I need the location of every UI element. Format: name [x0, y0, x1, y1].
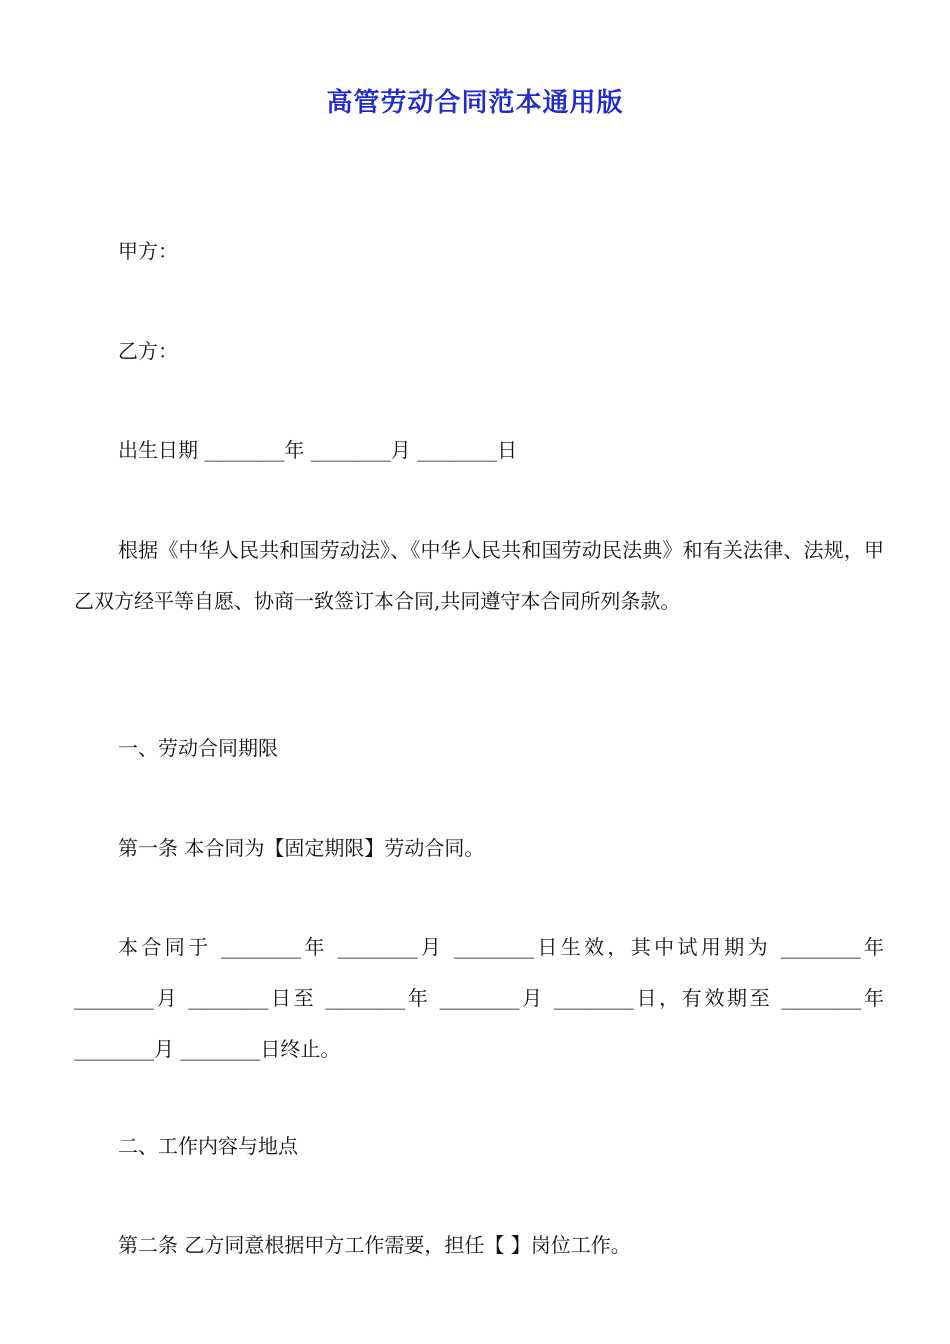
birth-date-line: 出生日期 ________年 ________月 ________日 — [118, 438, 518, 462]
party-a-label: 甲方： — [118, 239, 178, 263]
preamble-paragraph: 根据《中华人民共和国劳动法》、《中华人民共和国劳动民法典》和有关法律、法规，甲乙双方经平等自愿、协商一致签订本合同,共同遵守本合同所列条款。 — [74, 538, 884, 613]
section-2-heading: 二、工作内容与地点 — [118, 1134, 298, 1158]
section-1-heading: 一、劳动合同期限 — [118, 736, 278, 760]
article-2: 第二条 乙方同意根据甲方工作需要，担任【 】岗位工作。 — [118, 1233, 631, 1257]
document-title: 高管劳动合同范本通用版 — [326, 88, 624, 118]
party-b-label: 乙方： — [118, 339, 178, 363]
article-1-term-paragraph: 本合同于 ________年 ________月 ________日生效，其中试用期为 ________年 ________月 ________日至 ________年 ________月 ________日，有效期至 ________年 ________月 ________日终止。 — [74, 935, 891, 1061]
article-1: 第一条 本合同为【固定期限】劳动合同。 — [118, 836, 485, 860]
